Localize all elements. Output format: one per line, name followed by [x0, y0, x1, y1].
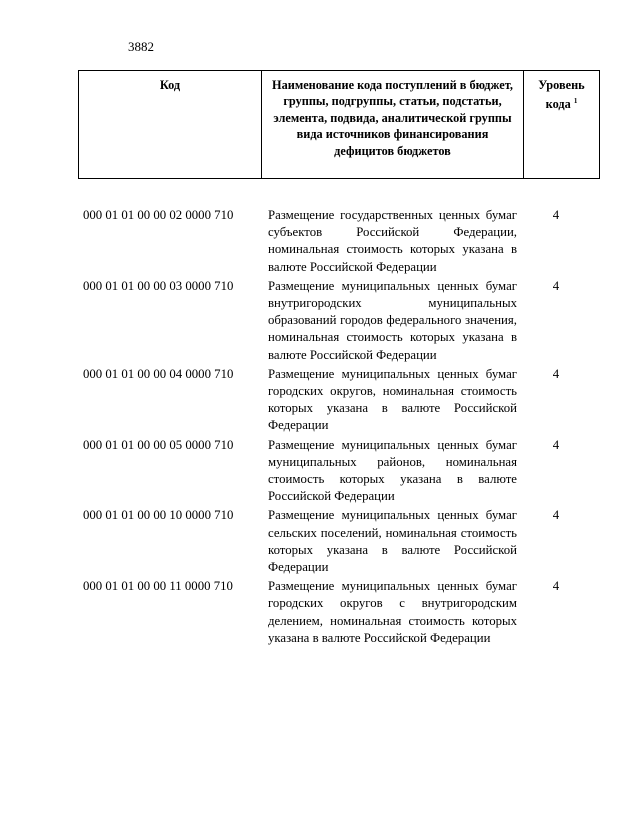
row-name: Размещение муниципальных ценных бумаг городских округов, номинальная стоимость которых указана в валюте Российской Федерации	[268, 366, 517, 433]
header-code: Код	[79, 71, 262, 179]
row-name: Размещение муниципальных ценных бумаг городских округов с внутригородским делением, номинальная стоимость которых указана в валюте Российской Федерации	[268, 579, 517, 645]
row-name: Размещение муниципальных ценных бумаг сельских поселений, номинальная стоимость которых указана в валюте Российской Федерации	[268, 508, 517, 575]
table-row	[78, 507, 595, 576]
row-level: 4	[552, 579, 560, 594]
table-row	[78, 366, 595, 435]
row-level: 4	[552, 208, 560, 222]
row-code: 000 01 01 00 00 02 0000 710	[83, 208, 234, 222]
table-header	[78, 70, 600, 179]
row-level: 4	[552, 508, 560, 523]
page-number: 3882	[128, 39, 154, 54]
header-name: Наименование кода поступлений в бюджет, группы, подгруппы, статьи, подстатьи, элемента, подвида, аналитической группы вида источников финансирования дефицитов бюджетов	[262, 71, 524, 179]
footnote-marker: 1	[573, 97, 578, 106]
table-row	[78, 578, 595, 647]
table-row	[78, 207, 595, 276]
row-level: 4	[552, 437, 560, 452]
row-code: 000 01 01 00 00 04 0000 710	[83, 366, 234, 381]
table-row	[78, 278, 595, 364]
row-code: 000 01 01 00 00 03 0000 710	[83, 278, 234, 293]
table-row	[78, 437, 595, 506]
row-code: 000 01 01 00 00 10 0000 710	[83, 508, 234, 523]
header-level	[524, 71, 600, 179]
row-level: 4	[552, 278, 560, 293]
row-name: Размещение государственных ценных бумаг субъектов Российской Федерации, номинальная стоимость которых указана в валюте Российской Федерации	[268, 208, 517, 274]
row-level: 4	[552, 366, 560, 381]
row-code: 000 01 01 00 00 05 0000 710	[83, 437, 234, 452]
row-name: Размещение муниципальных ценных бумаг внутригородских муниципальных образований городов федерального значения, номинальная стоимость которых указана в валюте Российской Федерации	[268, 278, 517, 362]
row-code: 000 01 01 00 00 11 0000 710	[83, 579, 233, 594]
header-level-label: Уровень кода	[538, 78, 585, 112]
table-body	[78, 207, 595, 649]
row-name: Размещение муниципальных ценных бумаг муниципальных районов, номинальная стоимость которых указана в валюте Российской Федерации	[268, 437, 517, 504]
